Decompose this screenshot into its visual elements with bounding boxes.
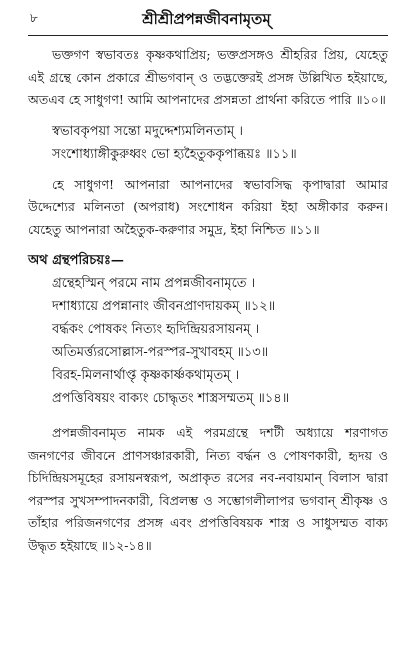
verse-12-14 (28, 272, 388, 410)
page-header (0, 8, 413, 30)
page-body (28, 44, 388, 557)
running-title: শ্রীশ্রীপ্রপন্নজীবনামৃতম্ (142, 10, 271, 28)
verse-line: স্বভাবকৃপয়া সন্তো মদুদ্দেশ্যমলিনতাম্ । (52, 123, 244, 139)
verse-line: বিরহ-মিলনার্থাপ্তৃ কৃষ্ণকার্ষ্ণকথামৃতম্ । (52, 368, 240, 383)
spacer (28, 112, 388, 120)
verse-line: দশাধ্যায়ে প্রপন্নানাং জীবনপ্রাণদায়কম্ ॥১২॥ (52, 299, 276, 314)
commentary-paragraph-11: হে সাধুগণ! আপনারা আপনাদের স্বভাবসিদ্ধ কৃপাদ্বারা আমার উদ্দেশ্যের মলিনতা (অপরাধ) সংশোধন করিয়া ইহা অঙ্গীকার করুন। যেহেতু আপনারা অহৈতুক-করুণার সমুদ্র, ইহা নিশ্চিত ॥১১॥ (28, 176, 388, 237)
header-rule (28, 35, 388, 36)
commentary-paragraph-10: ভক্তগণ স্বভাবতঃ কৃষ্ণকথাপ্রিয়; ভক্তপ্রসঙ্গও শ্রীহরির প্রিয়, যেহেতু এই গ্রন্থে কোন প্রকারে শ্রীভগবান্ ও তদ্ভক্তেরই প্রসঙ্গ উল্লিখিত হইয়াছে, অতএব হে সাধুগণ! আমি আপনাদের প্রসন্নতা প্রার্থনা করিতে পারি ॥১০॥ (28, 47, 388, 107)
verse-line: সংশোধ্যাঙ্গীকুরুধ্বং ভো হ্যহৈতুককৃপাব্ধয়ঃ ॥১১॥ (52, 146, 297, 162)
verse-line: প্রপত্তিবিষয়ং বাক্যং চোদ্ধৃতং শাস্ত্রসম্মতম্ ॥১৪॥ (52, 391, 290, 406)
verse-11 (28, 120, 388, 166)
spacer (28, 166, 388, 174)
verse-line: অতিমর্ত্ত্যরসোল্লাস-পরস্পর-সুখাবহম্ ॥১৩॥ (52, 345, 269, 360)
page-number: ৮ (30, 11, 38, 25)
section-heading: অথ গ্রন্থপরিচয়ঃ— (28, 253, 124, 268)
verse-line: গ্রন্থেহস্মিন্ পরমে নাম প্রপন্নজীবনামৃতে । (52, 276, 256, 291)
spacer (28, 241, 388, 249)
commentary-paragraph-12-14: প্রপন্নজীবনামৃত নামক এই পরমগ্রন্থে দশটী অধ্যায়ে শরণাগত জনগণের জীবনে প্রাণসঞ্চারকারী, নিত্য বর্দ্ধন ও পোষণকারী, হৃদয় ও চিদিন্দ্রিয়সমূহের রসায়নস্বরূপ, অপ্রাকৃত রসের নব-নবায়মান্ বিলাস দ্বারা পরস্পর সুখসম্পাদনকারী, বিপ্রলম্ভ ও সম্ভোগলীলাপর ভগবান্ শ্রীকৃষ্ণ ও তাঁহার পরিজনগণের প্রসঙ্গ এবং প্রপত্তিবিষয়ক শাস্ত্র ও সাধুসম্মত বাক্য উদ্ধৃত হইয়াছে ॥১২-১৪॥ (28, 425, 388, 553)
verse-line: বর্দ্ধকং পোষকং নিত্যং হৃদিন্দ্রিয়রসায়নম্ । (52, 322, 260, 337)
spacer (28, 410, 388, 422)
